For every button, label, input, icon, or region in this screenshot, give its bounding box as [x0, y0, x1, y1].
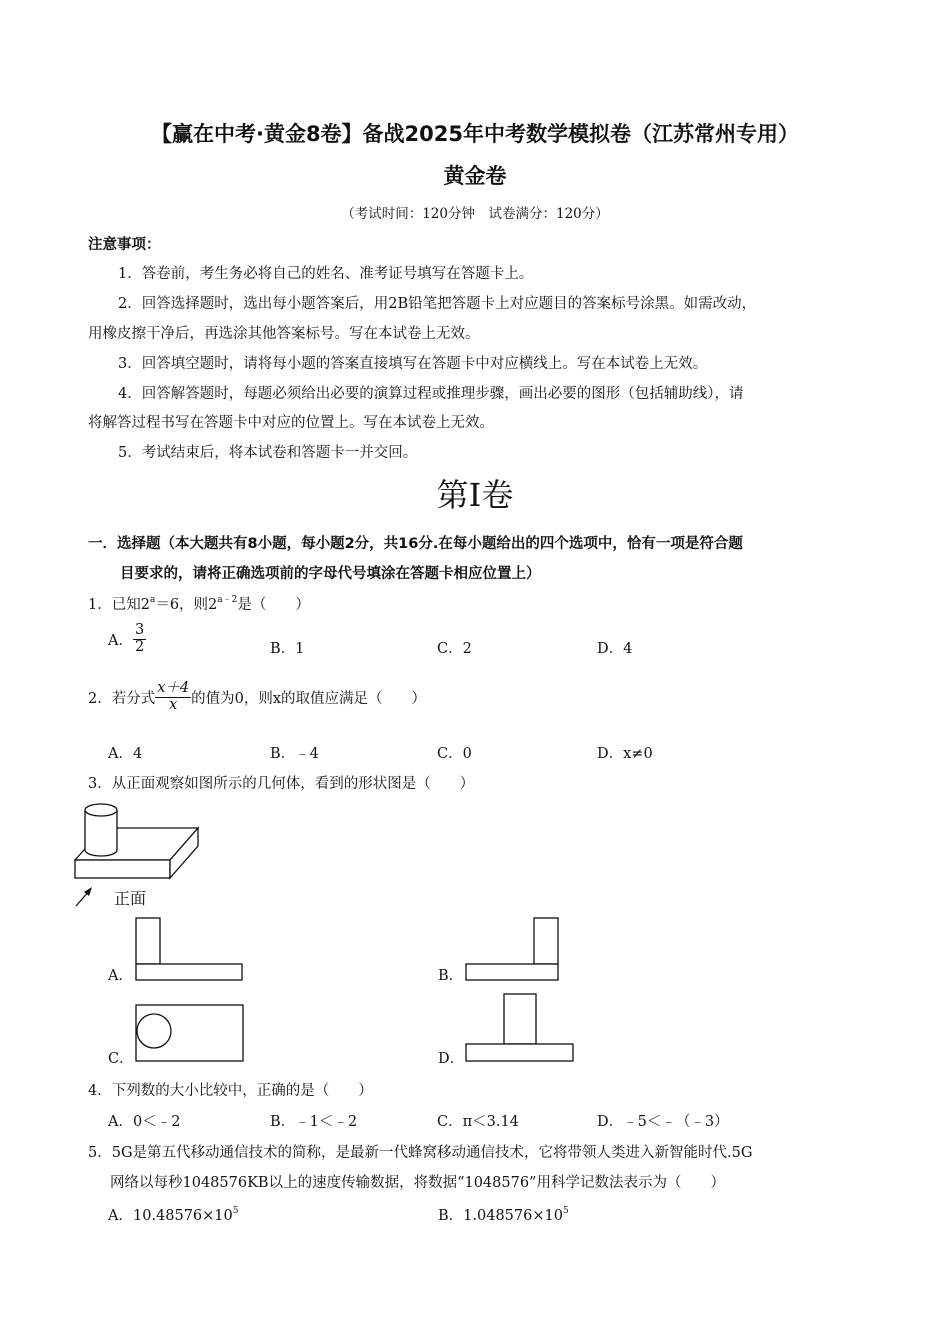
q3-option-b: B．: [438, 968, 464, 984]
q5-option-b: B．$1.048576\times 10^5$: [438, 1206, 569, 1224]
note-item: 3．回答填空题时，请将每小题的答案直接填写在答题卡中对应横线上。写在本试卷上无效。: [118, 356, 708, 372]
q2-option-d: D．x≠0: [597, 746, 653, 762]
question-2-stem: 2．若分式 $\frac{x+4}{x}$ 的值为0，则x的取值应满足（ ）: [88, 680, 427, 713]
page-title: 【赢在中考·黄金8卷】备战2025年中考数学模拟卷（江苏常州专用）: [150, 122, 800, 146]
q2-option-a: A．4: [108, 746, 143, 762]
exam-info: （考试时间：120分钟 试卷满分：120分）: [341, 206, 609, 222]
section-heading: 一．选择题（本大题共有8小题，每小题2分，共16分.在每小题给出的四个选项中，恰有一项是符合题: [88, 536, 743, 552]
question-1-stem: 1．已知$2^a=6$，则$2^{a﹣2}$是（ ）: [88, 595, 310, 613]
q1-option-b: B．1: [270, 641, 305, 657]
question-5-stem-cont: 网络以每秒1048576KB以上的速度传输数据，将数据“1048576”用科学记数法表示为（ ）: [110, 1175, 725, 1191]
question-5-stem: 5．5G是第五代移动通信技术的简称，是最新一代蜂窝移动通信技术，它将带领人类进入新智能时代.5G: [88, 1145, 753, 1161]
q1-option-a: A． $\frac{3}{2}$: [108, 622, 145, 655]
notes-heading: 注意事项：: [88, 237, 161, 253]
q3-option-c-figure: [134, 1003, 246, 1065]
q3-option-a-figure: [134, 916, 244, 982]
note-item: 2．回答选择题时，选出每小题答案后，用2B铅笔把答题卡上对应题目的答案标号涂黑。如需改动，: [118, 296, 757, 312]
volume-title: 第Ⅰ卷: [436, 476, 514, 514]
q1-option-d: D．4: [597, 641, 633, 657]
note-item: 4．回答解答题时，每题必须给出必要的演算过程或推理步骤，画出必要的图形（包括辅助线），请: [118, 386, 744, 402]
q2-option-b: B．﹣4: [270, 746, 319, 762]
note-item: 5．考试结束后，将本试卷和答题卡一并交回。: [118, 445, 418, 461]
section-heading-cont: 目要求的，请将正确选项前的字母代号填涂在答题卡相应位置上）: [120, 566, 541, 582]
note-item: 用橡皮擦干净后，再选涂其他答案标号。写在本试卷上无效。: [88, 326, 480, 342]
q4-option-b: B．﹣1＜﹣2: [270, 1114, 358, 1130]
q3-option-c: C．: [108, 1051, 134, 1067]
question-3-stem: 3．从正面观察如图所示的几何体，看到的形状图是（ ）: [88, 776, 475, 792]
q5-option-a: A．$10.48576\times 10^5$: [108, 1206, 239, 1224]
q3-option-a: A．: [108, 968, 133, 984]
page-subtitle: 黄金卷: [443, 164, 507, 188]
question-4-stem: 4．下列数的大小比较中，正确的是（ ）: [88, 1083, 373, 1099]
q3-option-b-figure: [464, 916, 574, 982]
q4-option-c: C．π＜3.14: [437, 1114, 519, 1130]
q1-option-c: C．2: [437, 641, 472, 657]
note-item: 将解答过程书写在答题卡中对应的位置上。写在本试卷上无效。: [88, 415, 494, 431]
front-label: 正面: [114, 889, 147, 908]
q2-option-c: C．0: [437, 746, 472, 762]
note-item: 1．答卷前，考生务必将自己的姓名、准考证号填写在答题卡上。: [118, 266, 534, 282]
q3-option-d-figure: [464, 992, 576, 1064]
q4-option-a: A．0＜﹣2: [108, 1114, 181, 1130]
q3-option-d: D．: [438, 1051, 465, 1067]
q4-option-d: D．﹣5＜﹣（﹣3）: [597, 1114, 729, 1130]
